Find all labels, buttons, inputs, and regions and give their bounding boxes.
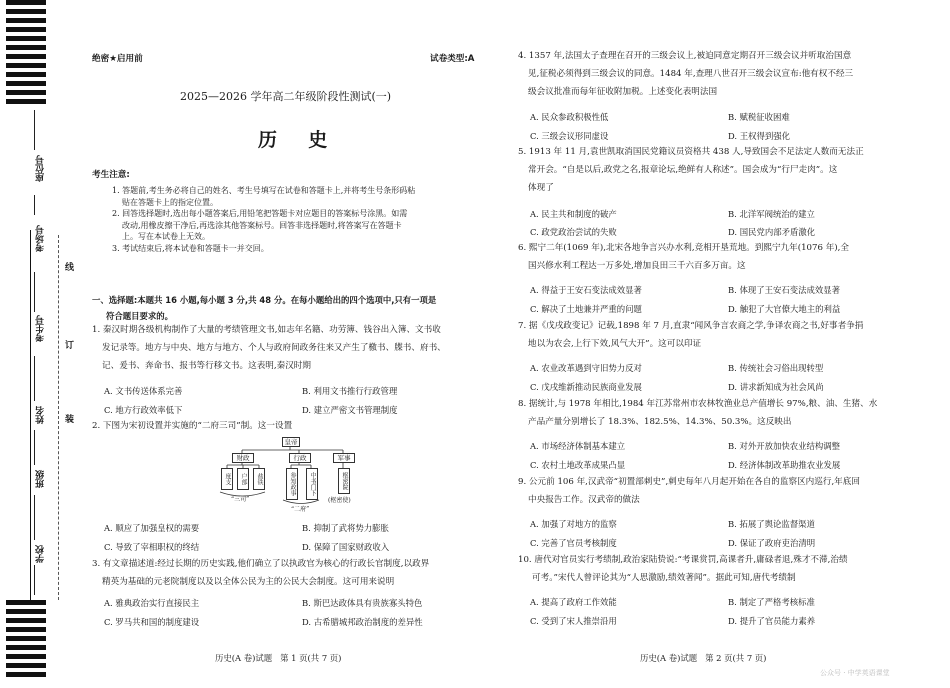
watermark: 公众号 · 中学英语课堂 <box>820 669 890 677</box>
q6-option-a[interactable]: A. 得益于王安石变法成效显著 <box>530 285 642 295</box>
binding-cut-line <box>58 235 59 600</box>
two-fu-label: “二府” <box>291 506 310 513</box>
q9-option-d[interactable]: D. 保证了政府吏治清明 <box>728 538 816 548</box>
notice-line: 贴在答题卡上的指定位置。 <box>122 197 218 207</box>
q9-line: 9. 公元前 106 年,汉武帝“初置部刺史”,刺史每年八月起开始在各自的监察区内巡行,年底回 <box>518 477 860 487</box>
q5-option-b[interactable]: B. 北洋军阀统治的建立 <box>728 209 815 219</box>
notice-title: 考生注意: <box>92 170 130 180</box>
q2-option-c[interactable]: C. 导致了宰相职权的终结 <box>104 542 200 552</box>
q7-option-d[interactable]: D. 讲求新知成为社会风尚 <box>728 382 824 392</box>
q4-option-a[interactable]: A. 民众参政积极性低 <box>530 112 609 122</box>
q1-line: 1. 秦汉时期各级机构制作了大量的考绩管理文书,如志年名籍、功劳簿、钱谷出入簿、文书收 <box>92 325 441 335</box>
notice-line: 改动,用橡皮擦干净后,再选涂其他答案标号。回答非选择题时,将答案写在答题卡 <box>122 220 402 230</box>
q6-line: 6. 熙宁二年(1069 年),北宋各地争言兴办水利,竞相开垦荒地。到熙宁九年(1076 年),全 <box>518 243 849 253</box>
room-label: 考场号 <box>36 225 46 252</box>
q8-option-a[interactable]: A. 市场经济体制基本建立 <box>530 441 626 451</box>
name-label: 姓名 <box>36 406 46 424</box>
q8-option-c[interactable]: C. 农村土地改革成果凸显 <box>530 460 626 470</box>
notice-line: 2. 回答选择题时,选出每小题答案后,用铅笔把答题卡对应题目的答案标号涂黑。如需 <box>112 209 408 218</box>
question-7 <box>518 318 863 354</box>
q10-option-b[interactable]: B. 制定了严格考核标准 <box>728 597 815 607</box>
name-line <box>34 356 35 401</box>
question-10 <box>518 552 848 588</box>
bind-mark: 订 <box>63 340 73 349</box>
q4-line: 级会议批准而每年征收附加税。上述变化表明法国 <box>528 86 718 97</box>
emperor-box: 皇帝 <box>282 437 300 447</box>
question-2: 2. 下图为宋初设置并实施的“二府三司”制。这一设置 <box>92 421 293 431</box>
binding-stripes-bottom <box>6 600 46 688</box>
q8-option-b[interactable]: B. 对外开放加快农业结构调整 <box>728 441 840 451</box>
q8-line: 产品产量分别增长了 18.3%、182.5%、14.3%、50.3%。这反映出 <box>528 416 792 427</box>
seat-line-top <box>34 110 35 150</box>
question-5 <box>518 144 864 197</box>
seat-label: 座位号 <box>36 155 46 182</box>
q8-line: 8. 据统计,与 1978 年相比,1984 年江苏常州市农林牧渔业总产值增长 97%,粮、油、生猪、水 <box>518 399 878 409</box>
school-label: 学校 <box>36 545 46 563</box>
q1-option-a[interactable]: A. 文书传送体系完善 <box>104 386 183 396</box>
finance-box: 财政 <box>232 453 254 463</box>
three-si-label: “三司” <box>231 496 250 503</box>
q10-option-c[interactable]: C. 受到了宋人推崇沿用 <box>530 616 617 626</box>
canzhi-box: 参知政事 <box>286 468 298 500</box>
q3-option-b[interactable]: B. 斯巴达政体具有贵族寡头特色 <box>302 598 423 608</box>
q6-line: 国兴修水利工程达一万多处,增加良田三千六百多万亩。这 <box>528 260 746 271</box>
question-6 <box>518 240 849 276</box>
zhongshu-box: 中书门下 <box>306 468 318 500</box>
school-line <box>34 495 35 540</box>
q7-line: 地以为农会,上行下效,风气大开”。这可以印证 <box>528 338 702 349</box>
military-box: 军事 <box>333 453 355 463</box>
yantie-box: 盐铁 <box>253 468 265 490</box>
q4-option-d[interactable]: D. 王权得到强化 <box>728 131 790 141</box>
q5-line: 常开会。“自是以后,政党之名,报章论坛,绝鲜有人称述”。国会成为“行尸走肉”。这 <box>528 164 838 175</box>
q1-line: 记、爰书、奔命书、报书等行移文书。这表明,秦汉时期 <box>102 360 311 371</box>
class-line <box>34 430 35 465</box>
q7-option-a[interactable]: A. 农业改革遇到守旧势力反对 <box>530 363 642 373</box>
right-footer: 历史(A 卷)试题 第 2 页(共 7 页) <box>640 653 767 663</box>
q6-option-d[interactable]: D. 触犯了大官僚大地主的利益 <box>728 304 841 314</box>
q8-option-d[interactable]: D. 经济体制改革助推农业发展 <box>728 460 841 470</box>
q5-line: 5. 1913 年 11 月,袁世凯取消国民党籍议员资格共 438 人,导致国会不足法定人数而无法正 <box>518 147 864 157</box>
q2-option-d[interactable]: D. 保障了国家财政收入 <box>302 542 390 552</box>
binding-rule <box>30 230 31 600</box>
q6-option-b[interactable]: B. 体现了王安石变法成效显著 <box>728 285 840 295</box>
q1-option-c[interactable]: C. 地方行政效率低下 <box>104 405 183 415</box>
class-label: 班级 <box>36 470 46 488</box>
q9-option-a[interactable]: A. 加强了对地方的监察 <box>530 519 617 529</box>
q1-option-b[interactable]: B. 利用文书推行行政管理 <box>302 386 398 396</box>
duzhi-box: 度支 <box>221 468 233 490</box>
q4-line: 见,征税必须得到三级会议的同意。1484 年,查理八世召开三级会议宣布:他有权不经三 <box>528 68 854 79</box>
section-title: 一、选择题:本题共 16 小题,每小题 3 分,共 48 分。在每小题给出的四个选项中,只有一项是 <box>92 295 437 305</box>
q3-option-c[interactable]: C. 罗马共和国的制度建设 <box>104 617 200 627</box>
q10-option-d[interactable]: D. 提升了官员能力素养 <box>728 616 816 626</box>
tie-mark: 装 <box>63 414 73 423</box>
q9-option-c[interactable]: C. 完善了官员考核制度 <box>530 538 617 548</box>
q10-line: 可考。”宋代人曾评论其为“人思激励,绩效著闻”。据此可知,唐代考绩制 <box>532 572 796 583</box>
admin-box: 行政 <box>289 453 311 463</box>
q7-option-c[interactable]: C. 戊戌维新推动民族商业发展 <box>530 382 642 392</box>
q9-line: 中央报告工作。汉武帝的做法 <box>528 494 640 505</box>
q3-option-a[interactable]: A. 雅典政治实行直接民主 <box>104 598 200 608</box>
shumiyuan-box: 枢密院 <box>338 468 350 494</box>
q7-line: 7. 据《戊戌政变记》记载,1898 年 7 月,直隶“闻风争言农商之学,争译农商之书,好事者争捐 <box>518 321 864 331</box>
question-9 <box>518 474 860 510</box>
q3-option-d[interactable]: D. 古希腊城邦政治制度的差异性 <box>302 617 423 627</box>
q3-line: 3. 有文章描述道:经过长期的历史实践,他们确立了以执政官为核心的行政长官制度,以政界 <box>92 559 430 569</box>
two-fu-three-si-diagram <box>215 437 365 512</box>
q5-option-c[interactable]: C. 政党政治尝试的失败 <box>530 227 617 237</box>
q6-option-c[interactable]: C. 解决了土地兼并严重的问题 <box>530 304 642 314</box>
q4-line: 4. 1357 年,法国太子查理在召开的三级会议上,被迫同意定期召开三级会议并听取治国意 <box>518 51 852 61</box>
q3-line: 精英为基础的元老院制度以及以全体公民为主的公民大会制度。这可用来说明 <box>102 576 395 587</box>
q5-option-d[interactable]: D. 国民党内部矛盾激化 <box>728 227 816 237</box>
notice-line: 上。写在本试卷上无效。 <box>122 232 210 241</box>
secret-label: 绝密★启用前 <box>92 54 143 64</box>
seat-line-bottom <box>34 195 35 215</box>
q10-line: 10. 唐代对官员实行考绩制,政治家陆贽说:“考课赏罚,高课者升,庸碌者退,殊才不滞,治绩 <box>518 555 848 565</box>
question-3 <box>92 556 429 592</box>
notice-line: 3. 考试结束后,将本试卷和答题卡一并交回。 <box>112 243 269 253</box>
subject-title: 历 史 <box>258 129 334 151</box>
notice-list <box>112 185 492 254</box>
notice-line: 1. 答题前,考生务必将自己的姓名、考生号填写在试卷和答题卡上,并将考生号条形码粘 <box>112 186 416 195</box>
q2-option-a[interactable]: A. 顺应了加强皇权的需要 <box>104 523 200 533</box>
question-8 <box>518 396 877 432</box>
shumishi-label: (枢密使) <box>328 497 351 504</box>
exam-title: 2025—2026 学年高二年级阶段性测试(一) <box>180 90 392 103</box>
line-mark: 线 <box>63 262 73 271</box>
exam-no-label: 考生号 <box>36 315 46 342</box>
q4-option-c[interactable]: C. 三级会议形同虚设 <box>530 131 609 141</box>
q2-option-b[interactable]: B. 抑制了武将势力膨胀 <box>302 523 389 533</box>
section-title-cont: 符合题目要求的。 <box>106 311 173 321</box>
left-footer: 历史(A 卷)试题 第 1 页(共 7 页) <box>215 653 342 663</box>
exam-type: 试卷类型:A <box>430 54 475 64</box>
q10-option-a[interactable]: A. 提高了政府工作效能 <box>530 597 617 607</box>
q9-option-b[interactable]: B. 拓展了舆论监督渠道 <box>728 519 815 529</box>
q7-option-b[interactable]: B. 传统社会习俗出现转型 <box>728 363 824 373</box>
question-1 <box>92 322 446 375</box>
question-4 <box>518 48 853 101</box>
school-line-bottom <box>34 565 35 595</box>
q5-line: 体现了 <box>528 182 554 193</box>
exam-no-line <box>34 272 35 312</box>
q5-option-a[interactable]: A. 民主共和制度的破产 <box>530 209 617 219</box>
q1-line: 发记录等。地方与中央、地方与地方、个人与政府间政务往来又产生了檄书、牒书、府书、 <box>102 342 446 353</box>
hubu-box: 户部 <box>237 468 249 490</box>
binding-stripes-top <box>6 0 46 230</box>
q4-option-b[interactable]: B. 赋税征收困难 <box>728 112 790 122</box>
q1-option-d[interactable]: D. 建立严密文书管理制度 <box>302 405 398 415</box>
